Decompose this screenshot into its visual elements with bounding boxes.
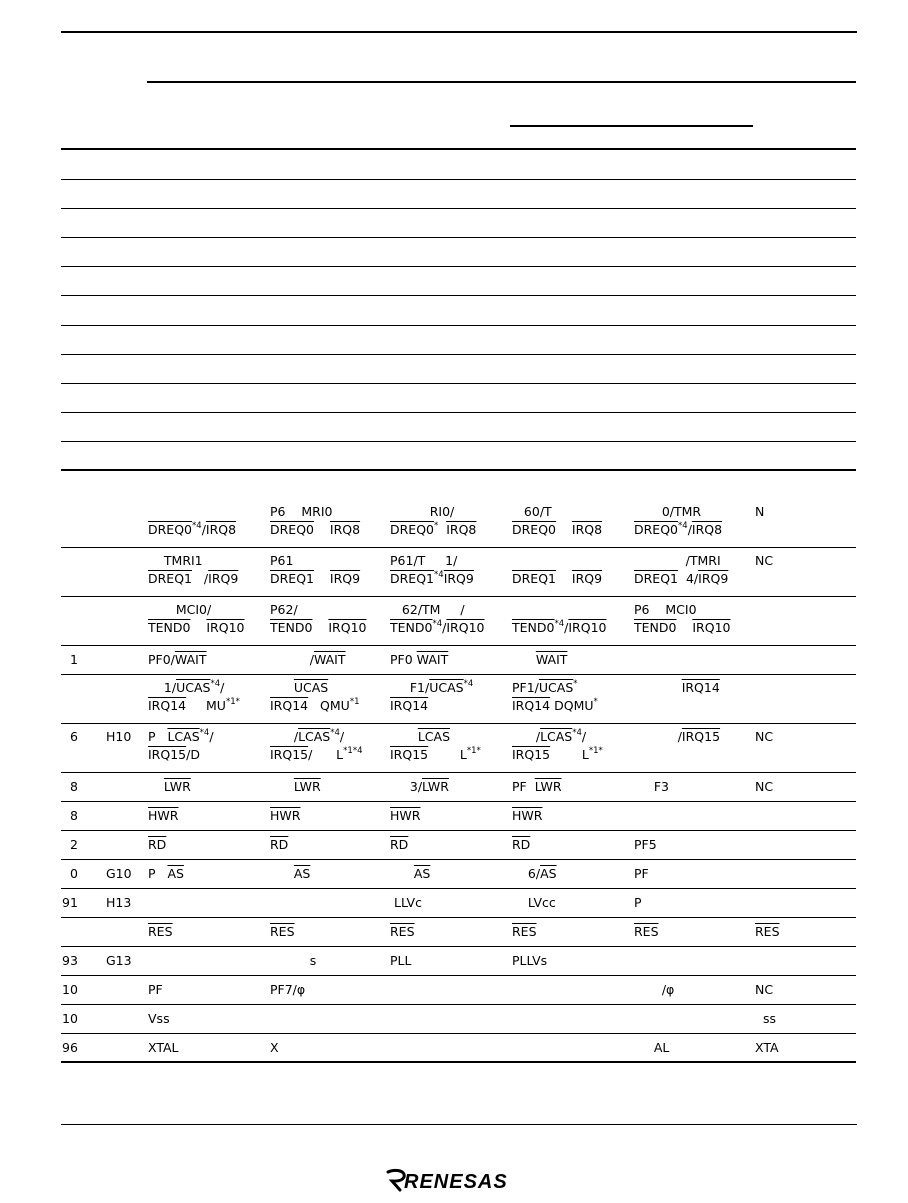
cell-function-line2: [390, 698, 428, 713]
active-low-signal: $\overline{AS}$: [413, 866, 431, 881]
pin-number-a: 0: [70, 866, 78, 881]
cell-function-line2: [390, 571, 474, 586]
active-low-signal: WAIT: [174, 652, 207, 667]
cell-function-line2: [390, 747, 481, 762]
signal-text: [556, 522, 572, 537]
cell-function-line2: [390, 620, 484, 635]
active-low-signal: LCAS: [540, 729, 573, 744]
cell-function-line1: [512, 837, 530, 852]
pin-number-a: 96: [62, 1039, 78, 1055]
active-low-signal: $\overline{HWR}$: [390, 808, 421, 823]
cell-function-line1: PLL: [390, 953, 412, 968]
footnote-ref: *: [434, 521, 439, 531]
cell-function-line1: /TMRI: [634, 553, 721, 568]
cell-function-line1: [270, 866, 310, 881]
signal-text: P: [148, 729, 168, 744]
cell-function-line1: NC: [755, 729, 774, 744]
active-low-signal: $\overline{LWR}$: [422, 779, 449, 794]
cell-function-line1: s: [270, 953, 317, 968]
active-low-signal: IRQ10: [328, 620, 367, 635]
signal-text: [312, 620, 328, 635]
cell-function-line1: [390, 652, 448, 667]
footnote-ref: *4: [572, 728, 582, 738]
cell-function-line2: [512, 522, 602, 537]
logo-wordmark: RENESAS: [404, 1171, 508, 1192]
signal-text: [676, 620, 692, 635]
active-low-signal: IRQ14: [148, 698, 187, 713]
cell-function-line1: PLLVs: [512, 953, 548, 968]
cell-function-line2: [390, 522, 476, 537]
active-low-signal: IRQ10: [568, 620, 607, 635]
pin-number-b: H13: [106, 895, 132, 910]
cell-function-line2: [512, 571, 602, 586]
footnote-ref: *1*4: [343, 746, 363, 756]
signal-text: /: [270, 729, 299, 744]
pin-number-a: 6: [70, 729, 78, 744]
cell-function-line1: [390, 779, 449, 794]
footnote-ref: *4: [434, 570, 444, 580]
active-low-signal: DREQ0: [270, 522, 315, 537]
signal-text: PF0: [390, 652, 417, 667]
cell-function-line1: [390, 837, 408, 852]
cell-function-line1: [148, 837, 166, 852]
cell-function-line1: [270, 779, 321, 794]
row-rule: [61, 470, 856, 471]
active-low-signal: $\overline{RD}$: [512, 837, 531, 852]
row-rule: [61, 645, 856, 646]
pin-number-a: 1: [70, 652, 78, 667]
active-low-signal: IRQ9: [443, 571, 474, 586]
cell-function-line1: [512, 680, 578, 695]
active-low-signal: $\overline{HWR}$: [512, 808, 543, 823]
active-low-signal: DREQ0: [148, 522, 193, 537]
active-low-signal: LCAS: [417, 729, 451, 744]
cell-function-line1: P: [634, 895, 642, 910]
active-low-signal: IRQ9: [208, 571, 239, 586]
cell-function-line1: [512, 808, 542, 823]
signal-text: [390, 866, 414, 881]
active-low-signal: $\overline{RES}$: [755, 924, 780, 939]
row-rule: [61, 295, 856, 296]
active-low-signal: TEND0: [390, 620, 433, 635]
signal-text: / L: [308, 747, 344, 762]
cell-function-line1: 0/TMR: [634, 504, 702, 519]
active-low-signal: IRQ15: [390, 747, 429, 762]
cell-function-line1: [390, 866, 430, 881]
signal-text: /: [201, 522, 206, 537]
cell-function-line2: [270, 620, 367, 635]
active-low-signal: WAIT: [535, 652, 568, 667]
footnote-ref: *4: [463, 679, 474, 689]
active-low-signal: IRQ8: [446, 522, 477, 537]
active-low-signal: IRQ10: [446, 620, 485, 635]
active-low-signal: UCAS: [176, 680, 211, 695]
active-low-signal: DREQ1: [390, 571, 435, 586]
cell-function-line1: [512, 652, 567, 667]
active-low-signal: $\overline{RD}$: [148, 837, 167, 852]
active-low-signal: DREQ1: [512, 571, 557, 586]
active-low-signal: $\overline{LWR}$: [163, 779, 191, 794]
active-low-signal: IRQ15: [512, 747, 551, 762]
row-rule: [61, 547, 856, 548]
row-rule: [61, 266, 856, 267]
signal-text: [390, 729, 418, 744]
signal-text: MU: [186, 698, 226, 713]
cell-function-line1: /φ: [634, 982, 675, 997]
cell-function-line1: [270, 837, 288, 852]
signal-text: /: [339, 729, 345, 744]
cell-function-line1: [270, 680, 328, 695]
active-low-signal: IRQ8: [329, 522, 361, 537]
cell-function-line1: P61: [270, 553, 294, 568]
cell-function-line1: [390, 808, 420, 823]
cell-function-line2: [634, 571, 728, 586]
active-low-signal: $\overline{RES}$: [634, 924, 659, 939]
cell-function-line1: [148, 866, 184, 881]
cell-function-line1: PF: [148, 982, 163, 997]
row-rule: [61, 325, 856, 326]
row-rule: [61, 975, 856, 976]
cell-function-line1: [270, 808, 300, 823]
active-low-signal: WAIT: [416, 652, 449, 667]
cell-function-line2: [270, 571, 360, 586]
cell-function-line1: [148, 729, 214, 744]
table-bottom-rule: [61, 1061, 856, 1063]
active-low-signal: IRQ15: [270, 747, 309, 762]
signal-text: 1/: [148, 680, 177, 695]
active-low-signal: UCAS: [429, 680, 464, 695]
cell-function-line1: [148, 808, 178, 823]
row-rule: [61, 772, 856, 773]
row-rule: [61, 412, 856, 413]
cell-function-line1: [634, 924, 659, 939]
footnote-ref: *4: [192, 521, 202, 531]
cell-function-line2: [512, 698, 598, 713]
cell-function-line2: [634, 620, 731, 635]
cell-function-line1: [148, 924, 173, 939]
cell-function-line2: [270, 522, 360, 537]
active-low-signal: IRQ8: [691, 522, 723, 537]
row-rule: [61, 179, 856, 180]
cell-function-line1: 62/TM /: [390, 602, 465, 617]
cell-function-line1: [148, 680, 224, 695]
signal-text: /: [512, 729, 541, 744]
footnote-ref: *1*: [466, 746, 481, 756]
cell-function-line1: Vss: [148, 1011, 170, 1026]
active-low-signal: $\overline{LWR}$: [534, 779, 562, 794]
footnote-ref: *: [573, 679, 578, 689]
active-low-signal: $\overline{HWR}$: [148, 808, 179, 823]
signal-text: /: [687, 522, 692, 537]
row-rule: [61, 674, 856, 675]
signal-text: [556, 571, 572, 586]
cell-function-line1: [512, 729, 586, 744]
pin-number-a: 93: [62, 953, 78, 968]
cell-function-line1: [270, 924, 295, 939]
pin-number-a: 91: [62, 895, 78, 910]
row-rule: [61, 354, 856, 355]
row-rule: [61, 1004, 856, 1005]
active-low-signal: UCAS: [538, 680, 574, 695]
active-low-signal: $\overline{AS}$: [540, 866, 557, 881]
active-low-signal: IRQ10: [692, 620, 731, 635]
active-low-signal: IRQ14: [681, 680, 720, 695]
cell-function-line2: [270, 698, 360, 713]
signal-text: QMU: [308, 698, 350, 713]
cell-function-line1: [390, 924, 415, 939]
signal-text: PF: [512, 779, 535, 794]
active-low-signal: $\overline{HWR}$: [270, 808, 301, 823]
row-rule: [61, 1033, 856, 1034]
active-low-signal: TEND0: [634, 620, 677, 635]
cell-function-line1: [512, 924, 537, 939]
pin-number-a: 10: [62, 1011, 78, 1026]
signal-text: [314, 571, 330, 586]
active-low-signal: UCAS: [293, 680, 329, 695]
signal-text: /: [442, 620, 447, 635]
cell-function-line2: [634, 522, 722, 537]
cell-function-line1: [148, 779, 191, 794]
active-low-signal: WAIT: [313, 652, 346, 667]
row-rule: [61, 596, 856, 597]
page-footer-rule: [61, 1124, 857, 1125]
signal-text: [190, 620, 206, 635]
active-low-signal: $\overline{RD}$: [270, 837, 289, 852]
active-low-signal: IRQ8: [205, 522, 237, 537]
active-low-signal: LCAS: [167, 729, 200, 744]
footnote-ref: *1*: [588, 746, 603, 756]
footnote-ref: *4: [678, 521, 688, 531]
signal-text: /: [270, 652, 314, 667]
cell-function-line1: LLVc: [390, 895, 422, 910]
cell-function-line1: N: [755, 504, 765, 519]
row-rule: [61, 441, 856, 442]
signal-text: /: [693, 571, 699, 586]
active-low-signal: DREQ1: [148, 571, 193, 586]
active-low-signal: LCAS: [298, 729, 331, 744]
signal-text: DQMU: [550, 698, 594, 713]
cell-function-line1: [390, 729, 450, 744]
cell-function-line2: [270, 747, 362, 762]
cell-function-line1: [755, 924, 780, 939]
signal-text: [270, 680, 294, 695]
active-low-signal: $\overline{RD}$: [390, 837, 409, 852]
active-low-signal: IRQ14: [390, 698, 429, 713]
active-low-signal: DREQ1: [270, 571, 315, 586]
cell-function-line1: AL: [634, 1039, 670, 1055]
cell-function-line1: [270, 729, 344, 744]
cell-function-line1: [390, 680, 473, 695]
signal-text: /: [634, 729, 682, 744]
cell-function-line1: RI0/: [390, 504, 455, 519]
active-low-signal: IRQ9: [698, 571, 729, 586]
pin-number-a: 10: [62, 982, 78, 997]
active-low-signal: DREQ0: [512, 522, 557, 537]
row-rule: [61, 383, 856, 384]
cell-function-line1: PF7/φ: [270, 982, 306, 997]
cell-function-line1: NC: [755, 779, 774, 794]
signal-text: 3/: [390, 779, 423, 794]
footnote-ref: *4: [432, 619, 443, 629]
cell-function-line1: LVcc: [512, 895, 556, 910]
cell-function-line1: XTA: [755, 1039, 779, 1055]
active-low-signal: IRQ14: [512, 698, 551, 713]
signal-text: PF0/: [148, 652, 175, 667]
active-low-signal: DREQ0: [390, 522, 435, 537]
cell-function-line2: [512, 747, 603, 762]
signal-text: [634, 680, 682, 695]
cell-function-line1: X: [270, 1039, 279, 1055]
row-rule: [61, 469, 856, 470]
active-low-signal: DREQ1: [634, 571, 679, 586]
row-rule: [61, 208, 856, 209]
active-low-signal: $\overline{AS}$: [293, 866, 311, 881]
signal-text: [148, 779, 164, 794]
signal-text: /D: [186, 747, 200, 762]
active-low-signal: $\overline{RES}$: [390, 924, 415, 939]
table-header-bottom-rule: [61, 148, 856, 150]
signal-text: /: [192, 571, 209, 586]
cell-function-line1: XTAL: [148, 1039, 179, 1055]
active-low-signal: IRQ9: [571, 571, 603, 586]
active-low-signal: $\overline{RES}$: [512, 924, 537, 939]
cell-function-line1: P6 MRI0: [270, 504, 333, 519]
cell-function-line2: [512, 620, 606, 635]
footnote-ref: *: [593, 697, 598, 707]
footnote-ref: *4: [199, 728, 210, 738]
active-low-signal: IRQ15: [681, 729, 721, 744]
signal-text: [270, 779, 294, 794]
pin-number-a: 2: [70, 837, 78, 852]
cell-function-line1: [512, 866, 557, 881]
footnote-ref: *1*: [225, 697, 240, 707]
signal-text: [270, 866, 294, 881]
signal-text: /: [209, 729, 214, 744]
cell-function-line1: P6 MCI0: [634, 602, 697, 617]
cell-function-line2: [148, 571, 238, 586]
row-rule: [61, 946, 856, 947]
signal-text: 6/: [512, 866, 541, 881]
active-low-signal: IRQ10: [206, 620, 245, 635]
active-low-signal: IRQ14: [270, 698, 309, 713]
cell-function-line2: [148, 620, 245, 635]
cell-function-line1: NC: [755, 982, 774, 997]
cell-function-line1: 60/T: [512, 504, 552, 519]
signal-text: 4: [678, 571, 694, 586]
cell-function-line1: F3: [634, 779, 670, 794]
active-low-signal: IRQ9: [329, 571, 361, 586]
pin-number-a: 8: [70, 808, 78, 823]
signal-text: F1/: [390, 680, 430, 695]
row-rule: [61, 723, 856, 724]
cell-function-line1: NC: [755, 553, 774, 568]
pin-number-b: G10: [106, 866, 132, 881]
signal-text: PF1/: [512, 680, 539, 695]
cell-function-line1: ss: [755, 1011, 776, 1026]
active-low-signal: IRQ8: [571, 522, 603, 537]
cell-function-line2: [148, 698, 240, 713]
cell-function-line1: P62/: [270, 602, 298, 617]
active-low-signal: TEND0: [148, 620, 191, 635]
cell-function-line2: [148, 522, 236, 537]
signal-text: /: [564, 620, 569, 635]
footnote-ref: *4: [330, 728, 340, 738]
signal-text: [314, 522, 330, 537]
active-low-signal: IRQ15: [148, 747, 187, 762]
signal-text: L: [428, 747, 467, 762]
renesas-logo: [384, 1168, 534, 1192]
footnote-ref: *1: [349, 697, 360, 707]
signal-text: P: [148, 866, 168, 881]
page-top-rule: [61, 31, 857, 33]
signal-text: /: [220, 680, 225, 695]
cell-function-line1: TMRI1: [148, 553, 203, 568]
active-low-signal: TEND0: [512, 620, 555, 635]
cell-function-line1: [270, 652, 346, 667]
active-low-signal: $\overline{LWR}$: [293, 779, 321, 794]
cell-function-line1: [512, 779, 562, 794]
active-low-signal: $\overline{AS}$: [167, 866, 184, 881]
cell-function-line1: MCI0/: [148, 602, 212, 617]
signal-text: /: [581, 729, 587, 744]
row-rule: [61, 830, 856, 831]
row-rule: [61, 237, 856, 238]
signal-text: L: [550, 747, 589, 762]
footnote-ref: *4: [554, 619, 565, 629]
row-rule: [61, 917, 856, 918]
cell-function-line1: [148, 652, 206, 667]
pin-number-b: H10: [106, 729, 132, 744]
cell-function-line2: [148, 747, 200, 762]
footnote-ref: *4: [210, 679, 221, 689]
cell-function-line1: [634, 680, 720, 695]
header-subspan-rule: [510, 125, 753, 127]
header-span-rule: [147, 81, 856, 83]
row-rule: [61, 801, 856, 802]
cell-function-line1: [634, 729, 720, 744]
cell-function-line1: PF5: [634, 837, 657, 852]
cell-function-line1: PF: [634, 866, 649, 881]
active-low-signal: DREQ0: [634, 522, 679, 537]
row-rule: [61, 888, 856, 889]
active-low-signal: TEND0: [270, 620, 313, 635]
active-low-signal: $\overline{RES}$: [270, 924, 295, 939]
pin-number-b: G13: [106, 953, 132, 968]
active-low-signal: $\overline{RES}$: [148, 924, 173, 939]
signal-text: [512, 652, 536, 667]
row-rule: [61, 859, 856, 860]
pin-number-a: 8: [70, 779, 78, 794]
cell-function-line1: P61/T 1/: [390, 553, 458, 568]
